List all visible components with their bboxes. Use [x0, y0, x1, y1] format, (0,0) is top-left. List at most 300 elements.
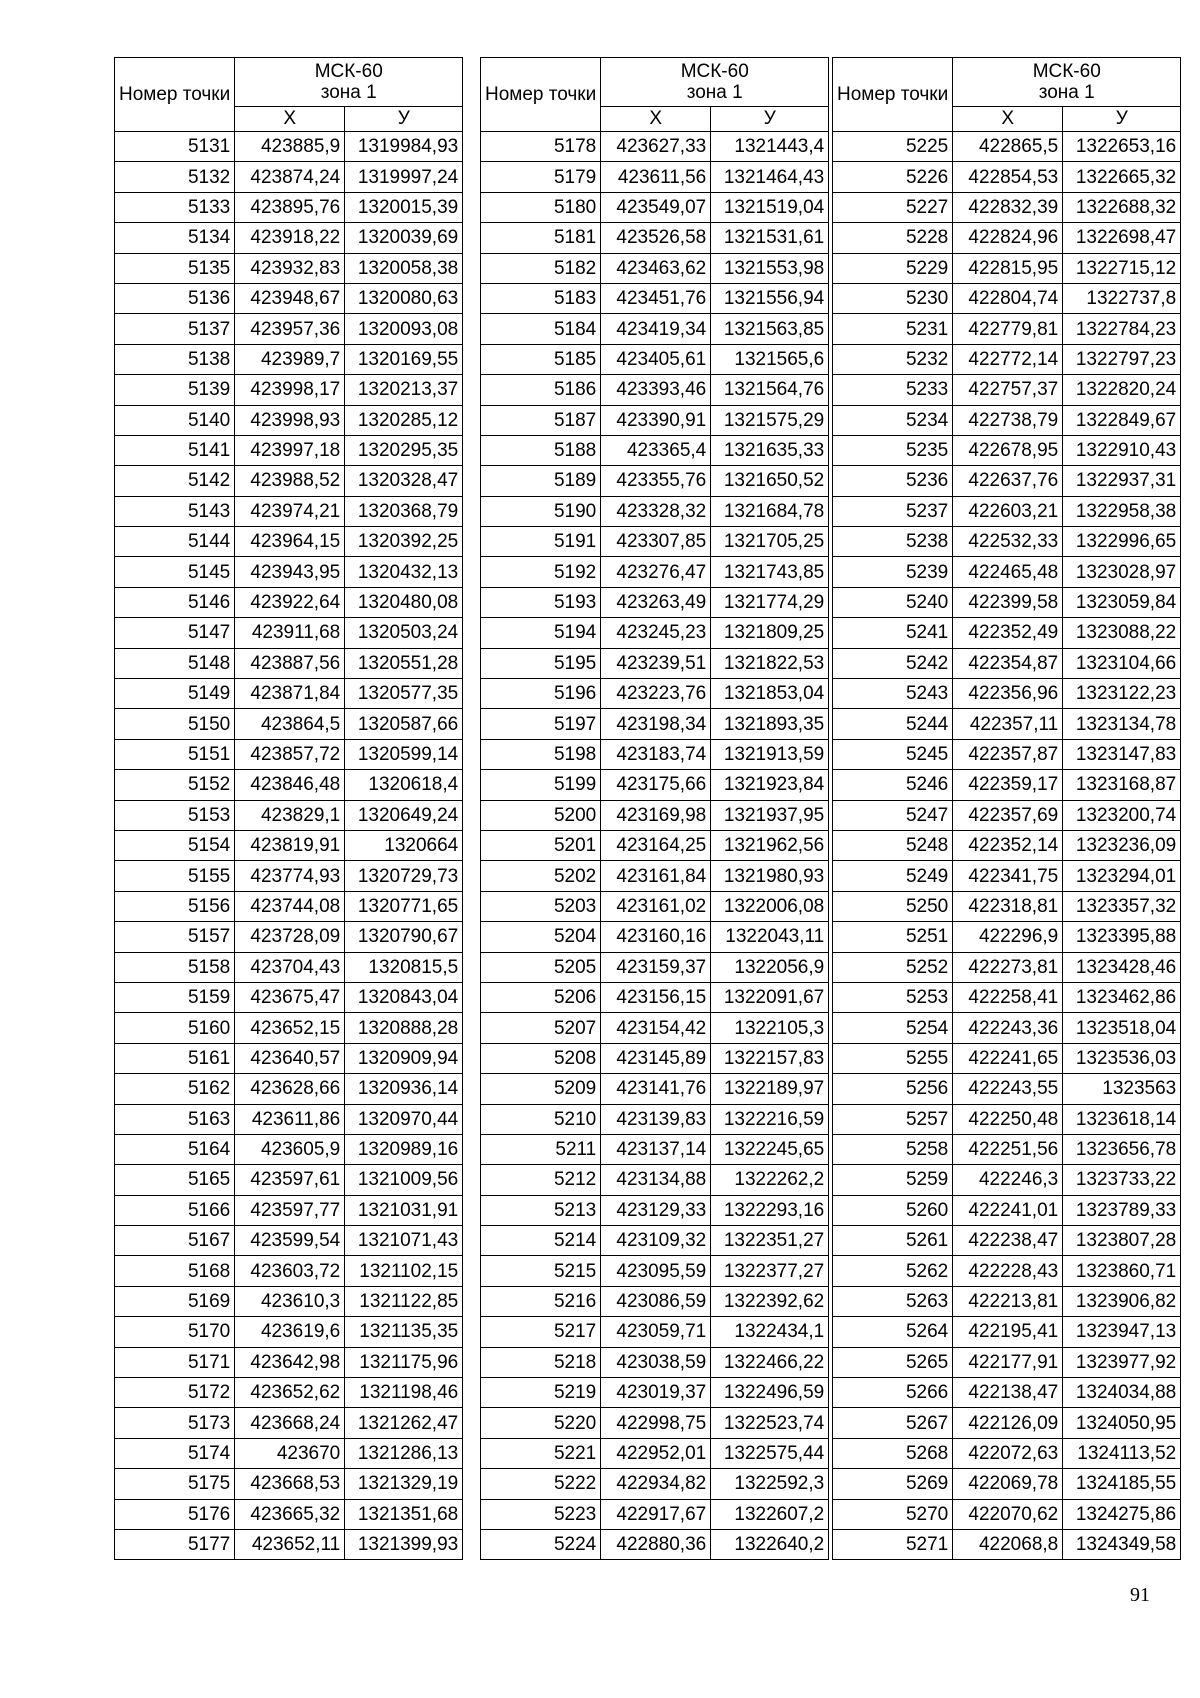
table-row	[833, 1438, 1181, 1468]
y-coordinate-cell: 1320039,69	[345, 223, 463, 253]
x-coordinate-cell: 423263,49	[601, 587, 711, 617]
point-number-cell: 5176	[115, 1499, 235, 1529]
point-number-cell: 5236	[833, 466, 953, 496]
x-coordinate-cell: 423549,07	[601, 192, 711, 222]
y-coordinate-cell: 1321705,25	[711, 527, 829, 557]
point-number-cell: 5232	[833, 344, 953, 374]
point-number-cell: 5168	[115, 1256, 235, 1286]
y-coordinate-cell: 1323395,88	[1063, 922, 1181, 952]
table-row	[481, 922, 829, 952]
table-row	[115, 1195, 463, 1225]
table-row	[833, 1347, 1181, 1377]
table-row	[115, 1438, 463, 1468]
x-coordinate-cell: 423627,33	[601, 132, 711, 162]
table-row	[115, 648, 463, 678]
table-row	[481, 1408, 829, 1438]
table-row	[833, 1226, 1181, 1256]
y-coordinate-cell: 1321563,85	[711, 314, 829, 344]
y-coordinate-cell: 1320888,28	[345, 1013, 463, 1043]
x-coordinate-cell: 422356,96	[953, 679, 1063, 709]
table-row	[481, 1347, 829, 1377]
table-row	[833, 1104, 1181, 1134]
y-coordinate-cell: 1320169,55	[345, 344, 463, 374]
table-row	[115, 1286, 463, 1316]
point-number-cell: 5132	[115, 162, 235, 192]
coordinate-system-header	[601, 58, 829, 107]
point-number-cell: 5248	[833, 830, 953, 860]
point-number-cell: 5214	[481, 1226, 601, 1256]
x-coordinate-cell: 422880,36	[601, 1529, 711, 1559]
point-number-cell: 5193	[481, 587, 601, 617]
table-row	[833, 618, 1181, 648]
table-body	[115, 132, 463, 1560]
point-number-cell: 5254	[833, 1013, 953, 1043]
point-number-cell: 5261	[833, 1226, 953, 1256]
y-coordinate-cell: 1322216,59	[711, 1104, 829, 1134]
point-number-cell: 5202	[481, 861, 601, 891]
y-coordinate-cell: 1323088,22	[1063, 618, 1181, 648]
y-coordinate-cell: 1322665,32	[1063, 162, 1181, 192]
table-row	[115, 1378, 463, 1408]
y-column-header: У	[711, 107, 829, 132]
table-row	[481, 192, 829, 222]
table-row	[481, 1499, 829, 1529]
table-row	[481, 739, 829, 769]
x-coordinate-cell: 423223,76	[601, 679, 711, 709]
y-coordinate-cell: 1322958,38	[1063, 496, 1181, 526]
point-number-cell: 5222	[481, 1469, 601, 1499]
x-coordinate-cell: 423988,52	[235, 466, 345, 496]
y-coordinate-cell: 1322351,27	[711, 1226, 829, 1256]
x-coordinate-cell: 423675,47	[235, 982, 345, 1012]
y-coordinate-cell: 1321556,94	[711, 283, 829, 313]
point-number-cell: 5269	[833, 1469, 953, 1499]
y-coordinate-cell: 1321635,33	[711, 435, 829, 465]
x-coordinate-cell: 423774,93	[235, 861, 345, 891]
x-coordinate-cell: 423922,64	[235, 587, 345, 617]
y-coordinate-cell: 1321031,91	[345, 1195, 463, 1225]
table-row	[833, 1074, 1181, 1104]
point-number-cell: 5146	[115, 587, 235, 617]
point-number-cell: 5155	[115, 861, 235, 891]
y-coordinate-cell: 1320295,35	[345, 435, 463, 465]
x-coordinate-cell: 423974,21	[235, 496, 345, 526]
y-coordinate-cell: 1322910,43	[1063, 435, 1181, 465]
y-coordinate-cell: 1322056,9	[711, 952, 829, 982]
point-number-cell: 5265	[833, 1347, 953, 1377]
point-number-cell: 5197	[481, 709, 601, 739]
point-number-cell: 5259	[833, 1165, 953, 1195]
x-coordinate-cell: 423164,25	[601, 830, 711, 860]
table-row	[115, 1317, 463, 1347]
table-row	[115, 405, 463, 435]
y-coordinate-cell: 1323059,84	[1063, 587, 1181, 617]
x-coordinate-cell: 422258,41	[953, 982, 1063, 1012]
y-coordinate-cell: 1324050,95	[1063, 1408, 1181, 1438]
y-coordinate-cell: 1320790,67	[345, 922, 463, 952]
x-coordinate-cell: 423704,43	[235, 952, 345, 982]
point-number-cell: 5247	[833, 800, 953, 830]
y-column-header: У	[345, 107, 463, 132]
y-coordinate-cell: 1322592,3	[711, 1469, 829, 1499]
point-number-cell: 5207	[481, 1013, 601, 1043]
table-row	[481, 709, 829, 739]
table-row	[481, 1134, 829, 1164]
point-number-cell: 5183	[481, 283, 601, 313]
table-row	[833, 830, 1181, 860]
table-row	[481, 1438, 829, 1468]
y-coordinate-cell: 1323656,78	[1063, 1134, 1181, 1164]
x-coordinate-cell: 422865,5	[953, 132, 1063, 162]
y-coordinate-cell: 1320432,13	[345, 557, 463, 587]
x-coordinate-cell: 423829,1	[235, 800, 345, 830]
point-number-cell: 5237	[833, 496, 953, 526]
x-coordinate-cell: 423668,24	[235, 1408, 345, 1438]
table-row	[833, 435, 1181, 465]
y-coordinate-cell: 1320551,28	[345, 648, 463, 678]
y-coordinate-cell: 1321122,85	[345, 1286, 463, 1316]
point-number-cell: 5206	[481, 982, 601, 1012]
point-number-cell: 5268	[833, 1438, 953, 1468]
y-coordinate-cell: 1322245,65	[711, 1134, 829, 1164]
table-row	[833, 648, 1181, 678]
coordinate-system-header	[235, 58, 463, 107]
x-coordinate-cell: 422273,81	[953, 952, 1063, 982]
x-coordinate-cell: 423652,62	[235, 1378, 345, 1408]
x-coordinate-cell: 422213,81	[953, 1286, 1063, 1316]
table-row	[833, 253, 1181, 283]
point-number-cell: 5217	[481, 1317, 601, 1347]
x-coordinate-cell: 422824,96	[953, 223, 1063, 253]
point-number-cell: 5230	[833, 283, 953, 313]
coordinates-table-3	[832, 57, 1181, 1560]
point-number-cell: 5205	[481, 952, 601, 982]
y-coordinate-cell: 1322006,08	[711, 891, 829, 921]
table-row	[481, 1469, 829, 1499]
x-coordinate-cell: 423451,76	[601, 283, 711, 313]
table-row	[833, 800, 1181, 830]
x-coordinate-cell: 422354,87	[953, 648, 1063, 678]
point-number-cell: 5209	[481, 1074, 601, 1104]
y-coordinate-cell: 1320618,4	[345, 770, 463, 800]
x-coordinate-cell: 423145,89	[601, 1043, 711, 1073]
table-row	[833, 496, 1181, 526]
x-coordinate-cell: 422195,41	[953, 1317, 1063, 1347]
y-coordinate-cell: 1321980,93	[711, 861, 829, 891]
point-number-cell: 5174	[115, 1438, 235, 1468]
table-row	[833, 1286, 1181, 1316]
point-number-cell: 5228	[833, 223, 953, 253]
y-coordinate-cell: 1324349,58	[1063, 1529, 1181, 1559]
x-coordinate-cell: 422815,95	[953, 253, 1063, 283]
y-coordinate-cell: 1321575,29	[711, 405, 829, 435]
point-number-cell: 5180	[481, 192, 601, 222]
x-coordinate-cell: 423887,56	[235, 648, 345, 678]
table-row	[115, 192, 463, 222]
x-coordinate-cell: 423307,85	[601, 527, 711, 557]
table-row	[833, 1043, 1181, 1073]
table-row	[115, 1013, 463, 1043]
x-coordinate-cell: 422243,36	[953, 1013, 1063, 1043]
x-coordinate-cell: 422138,47	[953, 1378, 1063, 1408]
x-coordinate-cell: 423603,72	[235, 1256, 345, 1286]
point-number-cell: 5151	[115, 739, 235, 769]
x-coordinate-cell: 422070,62	[953, 1499, 1063, 1529]
table-row	[115, 223, 463, 253]
table-body	[833, 132, 1181, 1560]
table-row	[481, 253, 829, 283]
y-coordinate-cell: 1322434,1	[711, 1317, 829, 1347]
table-row	[833, 922, 1181, 952]
point-number-cell: 5135	[115, 253, 235, 283]
y-coordinate-cell: 1320936,14	[345, 1074, 463, 1104]
point-number-cell: 5161	[115, 1043, 235, 1073]
y-coordinate-cell: 1320213,37	[345, 375, 463, 405]
table-row	[481, 283, 829, 313]
point-number-cell: 5267	[833, 1408, 953, 1438]
table-row	[115, 739, 463, 769]
y-coordinate-cell: 1323536,03	[1063, 1043, 1181, 1073]
y-coordinate-cell: 1319984,93	[345, 132, 463, 162]
point-number-cell: 5136	[115, 283, 235, 313]
x-coordinate-cell: 422934,82	[601, 1469, 711, 1499]
point-number-cell: 5200	[481, 800, 601, 830]
point-number-cell: 5253	[833, 982, 953, 1012]
zone-label: зона 1	[1038, 82, 1095, 103]
table-row	[833, 982, 1181, 1012]
point-number-cell: 5227	[833, 192, 953, 222]
x-coordinate-cell: 423161,02	[601, 891, 711, 921]
table-row	[833, 770, 1181, 800]
point-number-cell: 5195	[481, 648, 601, 678]
point-number-cell: 5198	[481, 739, 601, 769]
point-number-cell: 5182	[481, 253, 601, 283]
table-row	[115, 1134, 463, 1164]
table-row	[481, 496, 829, 526]
system-label: МСК-60	[1032, 61, 1101, 82]
x-coordinate-cell: 423642,98	[235, 1347, 345, 1377]
y-coordinate-cell: 1322157,83	[711, 1043, 829, 1073]
point-number-cell: 5246	[833, 770, 953, 800]
table-row	[115, 891, 463, 921]
table-row	[115, 830, 463, 860]
x-coordinate-cell: 423918,22	[235, 223, 345, 253]
table-row	[833, 375, 1181, 405]
point-number-cell: 5142	[115, 466, 235, 496]
table-row	[481, 891, 829, 921]
point-number-cell: 5225	[833, 132, 953, 162]
x-coordinate-cell: 423463,62	[601, 253, 711, 283]
x-coordinate-cell: 423989,7	[235, 344, 345, 374]
table-row	[115, 1104, 463, 1134]
table-row	[833, 192, 1181, 222]
point-number-cell: 5169	[115, 1286, 235, 1316]
y-coordinate-cell: 1320771,65	[345, 891, 463, 921]
table-row	[481, 1317, 829, 1347]
x-coordinate-cell: 422357,87	[953, 739, 1063, 769]
x-coordinate-cell: 423134,88	[601, 1165, 711, 1195]
y-coordinate-cell: 1323807,28	[1063, 1226, 1181, 1256]
point-number-cell: 5249	[833, 861, 953, 891]
table-row	[833, 1499, 1181, 1529]
x-coordinate-cell: 423095,59	[601, 1256, 711, 1286]
y-coordinate-cell: 1321329,19	[345, 1469, 463, 1499]
point-number-cell: 5252	[833, 952, 953, 982]
point-number-cell: 5143	[115, 496, 235, 526]
y-coordinate-cell: 1322797,23	[1063, 344, 1181, 374]
x-coordinate-cell: 423911,68	[235, 618, 345, 648]
y-coordinate-cell: 1322607,2	[711, 1499, 829, 1529]
y-coordinate-cell: 1323462,86	[1063, 982, 1181, 1012]
x-coordinate-cell: 422854,53	[953, 162, 1063, 192]
table-row	[833, 861, 1181, 891]
point-number-cell: 5164	[115, 1134, 235, 1164]
point-number-cell: 5194	[481, 618, 601, 648]
point-number-cell: 5219	[481, 1378, 601, 1408]
y-coordinate-cell: 1322523,74	[711, 1408, 829, 1438]
x-coordinate-cell: 423239,51	[601, 648, 711, 678]
x-coordinate-cell: 423997,18	[235, 435, 345, 465]
x-coordinate-cell: 422532,33	[953, 527, 1063, 557]
table-row	[481, 618, 829, 648]
x-coordinate-cell: 422359,17	[953, 770, 1063, 800]
y-coordinate-cell: 1322377,27	[711, 1256, 829, 1286]
table-row	[115, 253, 463, 283]
system-label: МСК-60	[680, 61, 749, 82]
point-number-cell: 5184	[481, 314, 601, 344]
table-row	[115, 496, 463, 526]
point-number-cell: 5153	[115, 800, 235, 830]
point-number-cell: 5257	[833, 1104, 953, 1134]
x-coordinate-cell: 422399,58	[953, 587, 1063, 617]
point-number-cell: 5199	[481, 770, 601, 800]
x-coordinate-cell: 422228,43	[953, 1256, 1063, 1286]
table-row	[833, 405, 1181, 435]
table-row	[481, 1286, 829, 1316]
point-number-cell: 5137	[115, 314, 235, 344]
y-coordinate-cell: 1322496,59	[711, 1378, 829, 1408]
x-coordinate-cell: 422678,95	[953, 435, 1063, 465]
y-coordinate-cell: 1322737,8	[1063, 283, 1181, 313]
table-row	[115, 618, 463, 648]
y-coordinate-cell: 1321009,56	[345, 1165, 463, 1195]
point-number-cell: 5159	[115, 982, 235, 1012]
y-coordinate-cell: 1321175,96	[345, 1347, 463, 1377]
point-number-cell: 5251	[833, 922, 953, 952]
point-number-cell: 5172	[115, 1378, 235, 1408]
y-coordinate-cell: 1321774,29	[711, 587, 829, 617]
x-coordinate-cell: 423038,59	[601, 1347, 711, 1377]
table-row	[115, 132, 463, 162]
point-number-cell: 5240	[833, 587, 953, 617]
x-coordinate-cell: 422246,3	[953, 1165, 1063, 1195]
x-coordinate-cell: 423857,72	[235, 739, 345, 769]
y-coordinate-cell: 1321853,04	[711, 679, 829, 709]
x-coordinate-cell: 423998,17	[235, 375, 345, 405]
y-coordinate-cell: 1320989,16	[345, 1134, 463, 1164]
y-coordinate-cell: 1320480,08	[345, 587, 463, 617]
point-number-cell: 5188	[481, 435, 601, 465]
point-number-cell: 5141	[115, 435, 235, 465]
point-number-cell: 5224	[481, 1529, 601, 1559]
y-coordinate-cell: 1324034,88	[1063, 1378, 1181, 1408]
x-coordinate-cell: 423819,91	[235, 830, 345, 860]
point-number-cell: 5234	[833, 405, 953, 435]
y-coordinate-cell: 1323947,13	[1063, 1317, 1181, 1347]
x-coordinate-cell: 423365,4	[601, 435, 711, 465]
y-coordinate-cell: 1322653,16	[1063, 132, 1181, 162]
y-coordinate-cell: 1322996,65	[1063, 527, 1181, 557]
table-row	[481, 770, 829, 800]
table-row	[115, 435, 463, 465]
table-body	[481, 132, 829, 1560]
y-coordinate-cell: 1321743,85	[711, 557, 829, 587]
table-row	[481, 375, 829, 405]
table-row	[115, 1408, 463, 1438]
table-row	[481, 1043, 829, 1073]
y-coordinate-cell: 1323789,33	[1063, 1195, 1181, 1225]
y-coordinate-cell: 1320080,63	[345, 283, 463, 313]
page-number: 91	[1130, 1584, 1150, 1606]
table-row	[115, 162, 463, 192]
y-coordinate-cell: 1322640,2	[711, 1529, 829, 1559]
point-number-cell: 5187	[481, 405, 601, 435]
coordinate-system-header	[953, 58, 1181, 107]
point-number-cell: 5258	[833, 1134, 953, 1164]
point-number-cell: 5271	[833, 1529, 953, 1559]
x-column-header: Х	[601, 107, 711, 132]
x-coordinate-cell: 422072,63	[953, 1438, 1063, 1468]
point-number-cell: 5239	[833, 557, 953, 587]
point-number-cell: 5148	[115, 648, 235, 678]
x-coordinate-cell: 422832,39	[953, 192, 1063, 222]
x-coordinate-cell: 422068,8	[953, 1529, 1063, 1559]
point-number-cell: 5140	[115, 405, 235, 435]
point-number-cell: 5154	[115, 830, 235, 860]
table-row	[115, 375, 463, 405]
coordinates-table-2	[480, 57, 829, 1560]
table-row	[481, 1195, 829, 1225]
y-coordinate-cell: 1321399,93	[345, 1529, 463, 1559]
table-row	[481, 861, 829, 891]
x-coordinate-cell: 423895,76	[235, 192, 345, 222]
point-number-cell: 5218	[481, 1347, 601, 1377]
point-number-cell: 5139	[115, 375, 235, 405]
table-row	[115, 466, 463, 496]
x-coordinate-cell: 423957,36	[235, 314, 345, 344]
y-coordinate-cell: 1323357,32	[1063, 891, 1181, 921]
y-coordinate-cell: 1321135,35	[345, 1317, 463, 1347]
y-coordinate-cell: 1323236,09	[1063, 830, 1181, 860]
point-number-cell: 5196	[481, 679, 601, 709]
point-number-cell: 5157	[115, 922, 235, 952]
y-coordinate-cell: 1321198,46	[345, 1378, 463, 1408]
y-coordinate-cell: 1320664	[345, 830, 463, 860]
table-row	[115, 587, 463, 617]
table-row	[481, 830, 829, 860]
x-coordinate-cell: 422241,65	[953, 1043, 1063, 1073]
table-row	[833, 1408, 1181, 1438]
y-coordinate-cell: 1323733,22	[1063, 1165, 1181, 1195]
y-coordinate-cell: 1320368,79	[345, 496, 463, 526]
table-row	[833, 1165, 1181, 1195]
y-coordinate-cell: 1321822,53	[711, 648, 829, 678]
point-number-cell: 5262	[833, 1256, 953, 1286]
table-row	[115, 1499, 463, 1529]
y-coordinate-cell: 1320285,12	[345, 405, 463, 435]
x-coordinate-cell: 423328,32	[601, 496, 711, 526]
x-coordinate-cell: 423605,9	[235, 1134, 345, 1164]
